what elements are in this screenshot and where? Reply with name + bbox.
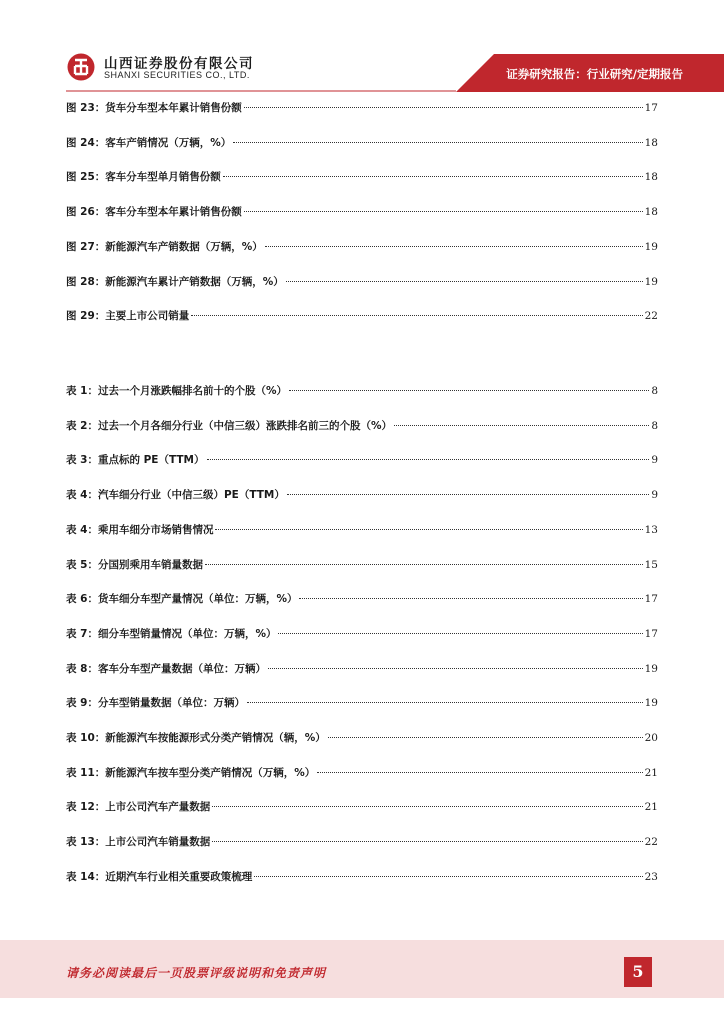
dot-leader [244, 211, 643, 212]
table-entry[interactable] [66, 522, 658, 538]
table-entry[interactable] [66, 765, 658, 781]
table-entry[interactable] [66, 452, 658, 468]
table-entry-page: 19 [644, 662, 658, 675]
table-entry[interactable] [66, 799, 658, 815]
table-entry-page: 19 [644, 697, 658, 710]
table-entry-page: 8 [651, 419, 658, 432]
report-type: 证券研究报告：行业研究/定期报告 [506, 67, 683, 81]
table-entry-page: 9 [651, 454, 658, 467]
figure-entry-label: 图 27：新能源汽车产销数据（万辆，%） [66, 240, 263, 253]
table-entry-page: 9 [651, 489, 658, 502]
table-entry[interactable] [66, 834, 658, 850]
table-entry[interactable] [66, 591, 658, 607]
page-header [0, 0, 724, 92]
page-number: 5 [624, 957, 652, 987]
table-entry-page: 13 [644, 523, 658, 536]
table-entry-label: 表 14：近期汽车行业相关重要政策梳理 [66, 870, 253, 883]
figure-entry-page: 19 [644, 240, 658, 253]
figure-entry-page: 18 [644, 206, 658, 219]
page-footer [0, 940, 724, 998]
dot-leader [299, 598, 642, 599]
table-entry-label: 表 1：过去一个月涨跌幅排名前十的个股（%） [66, 385, 287, 397]
dot-leader [268, 668, 643, 669]
figure-entry[interactable] [66, 169, 658, 185]
dot-leader [191, 315, 642, 316]
figure-entry[interactable] [66, 274, 658, 290]
company-name-en: SHANXI SECURITIES CO., LTD. [104, 70, 250, 80]
figure-entry-label: 图 25：客车分车型单月销售份额 [66, 171, 221, 184]
company-logo-icon [66, 52, 96, 82]
figure-entry[interactable] [66, 135, 658, 151]
table-entry-label: 表 6：货车细分车型产量情况（单位：万辆，%） [66, 593, 298, 606]
figure-entry-label: 图 28：新能源汽车累计产销数据（万辆，%） [66, 275, 284, 288]
table-entry-label: 表 5：分国别乘用车销量数据 [66, 558, 203, 571]
dot-leader [207, 459, 650, 460]
figure-entry[interactable] [66, 204, 658, 220]
table-entry-label: 表 2：过去一个月各细分行业（中信三级）涨跌排名前三的个股（%） [66, 419, 392, 432]
figure-entry-page: 18 [644, 171, 658, 184]
table-entry-label: 表 8：客车分车型产量数据（单位：万辆） [66, 662, 266, 675]
dot-leader [328, 737, 643, 738]
table-entry-page: 15 [644, 558, 658, 571]
table-entry-page: 20 [644, 732, 658, 744]
figure-entry-label: 图 23：货车分车型本年累计销售份额 [66, 102, 242, 114]
figure-entry-label: 图 29：主要上市公司销量 [66, 310, 190, 323]
table-entry-label: 表 7：细分车型销量情况（单位：万辆，%） [66, 627, 277, 640]
dot-leader [212, 806, 642, 807]
table-entry-page: 21 [644, 766, 658, 779]
dot-leader [286, 281, 643, 282]
dot-leader [394, 425, 649, 426]
figure-entry-label: 图 26：客车分车型本年累计销售份额 [66, 206, 242, 219]
figure-entry-label: 图 24：客车产销情况（万辆，%） [66, 136, 232, 149]
dot-leader [212, 841, 642, 842]
dot-leader [205, 564, 643, 565]
table-entry-label: 表 11：新能源汽车按车型分类产销情况（万辆，%） [66, 766, 316, 779]
table-entry-page: 8 [651, 385, 658, 397]
table-entry-page: 22 [644, 836, 658, 849]
table-entry-label: 表 10：新能源汽车按能源形式分类产销情况（辆，%） [66, 732, 326, 744]
dot-leader [317, 772, 642, 773]
dot-leader [247, 702, 643, 703]
disclaimer-text: 请务必阅读最后一页股票评级说明和免责声明 [66, 966, 327, 980]
figure-entry[interactable] [66, 100, 658, 116]
table-entry-label: 表 3：重点标的 PE（TTM） [66, 454, 205, 467]
dot-leader [223, 176, 643, 177]
dot-leader [265, 246, 643, 247]
table-entry-page: 23 [644, 870, 658, 883]
figure-entry[interactable] [66, 308, 658, 324]
table-entry[interactable] [66, 661, 658, 677]
dot-leader [287, 494, 649, 495]
table-entry[interactable] [66, 383, 658, 399]
table-entry[interactable] [66, 730, 658, 746]
table-entry-page: 17 [644, 627, 658, 640]
dot-leader [215, 529, 642, 530]
table-entry-page: 17 [644, 593, 658, 606]
dot-leader [254, 876, 642, 877]
table-entry[interactable] [66, 487, 658, 503]
table-entry[interactable] [66, 869, 658, 885]
company-name-cn: 山西证券股份有限公司 [104, 56, 254, 72]
table-entry-label: 表 9：分车型销量数据（单位：万辆） [66, 697, 245, 710]
dot-leader [233, 142, 642, 143]
table-entry-page: 21 [644, 801, 658, 814]
table-entry[interactable] [66, 557, 658, 573]
table-entry-label: 表 13：上市公司汽车销量数据 [66, 836, 211, 849]
table-entry[interactable] [66, 695, 658, 711]
figure-entry[interactable] [66, 239, 658, 255]
figure-entry-page: 22 [644, 310, 658, 323]
figure-entry-page: 18 [644, 136, 658, 149]
table-entry-label: 表 12：上市公司汽车产量数据 [66, 801, 211, 814]
dot-leader [278, 633, 642, 634]
figure-entry-page: 17 [644, 102, 658, 114]
table-entry-label: 表 4：汽车细分行业（中信三级）PE（TTM） [66, 489, 285, 502]
table-entry[interactable] [66, 418, 658, 434]
table-entry-label: 表 4：乘用车细分市场销售情况 [66, 523, 214, 536]
figure-entry-page: 19 [644, 275, 658, 288]
table-entry[interactable] [66, 626, 658, 642]
dot-leader [289, 390, 649, 391]
dot-leader [244, 107, 643, 108]
